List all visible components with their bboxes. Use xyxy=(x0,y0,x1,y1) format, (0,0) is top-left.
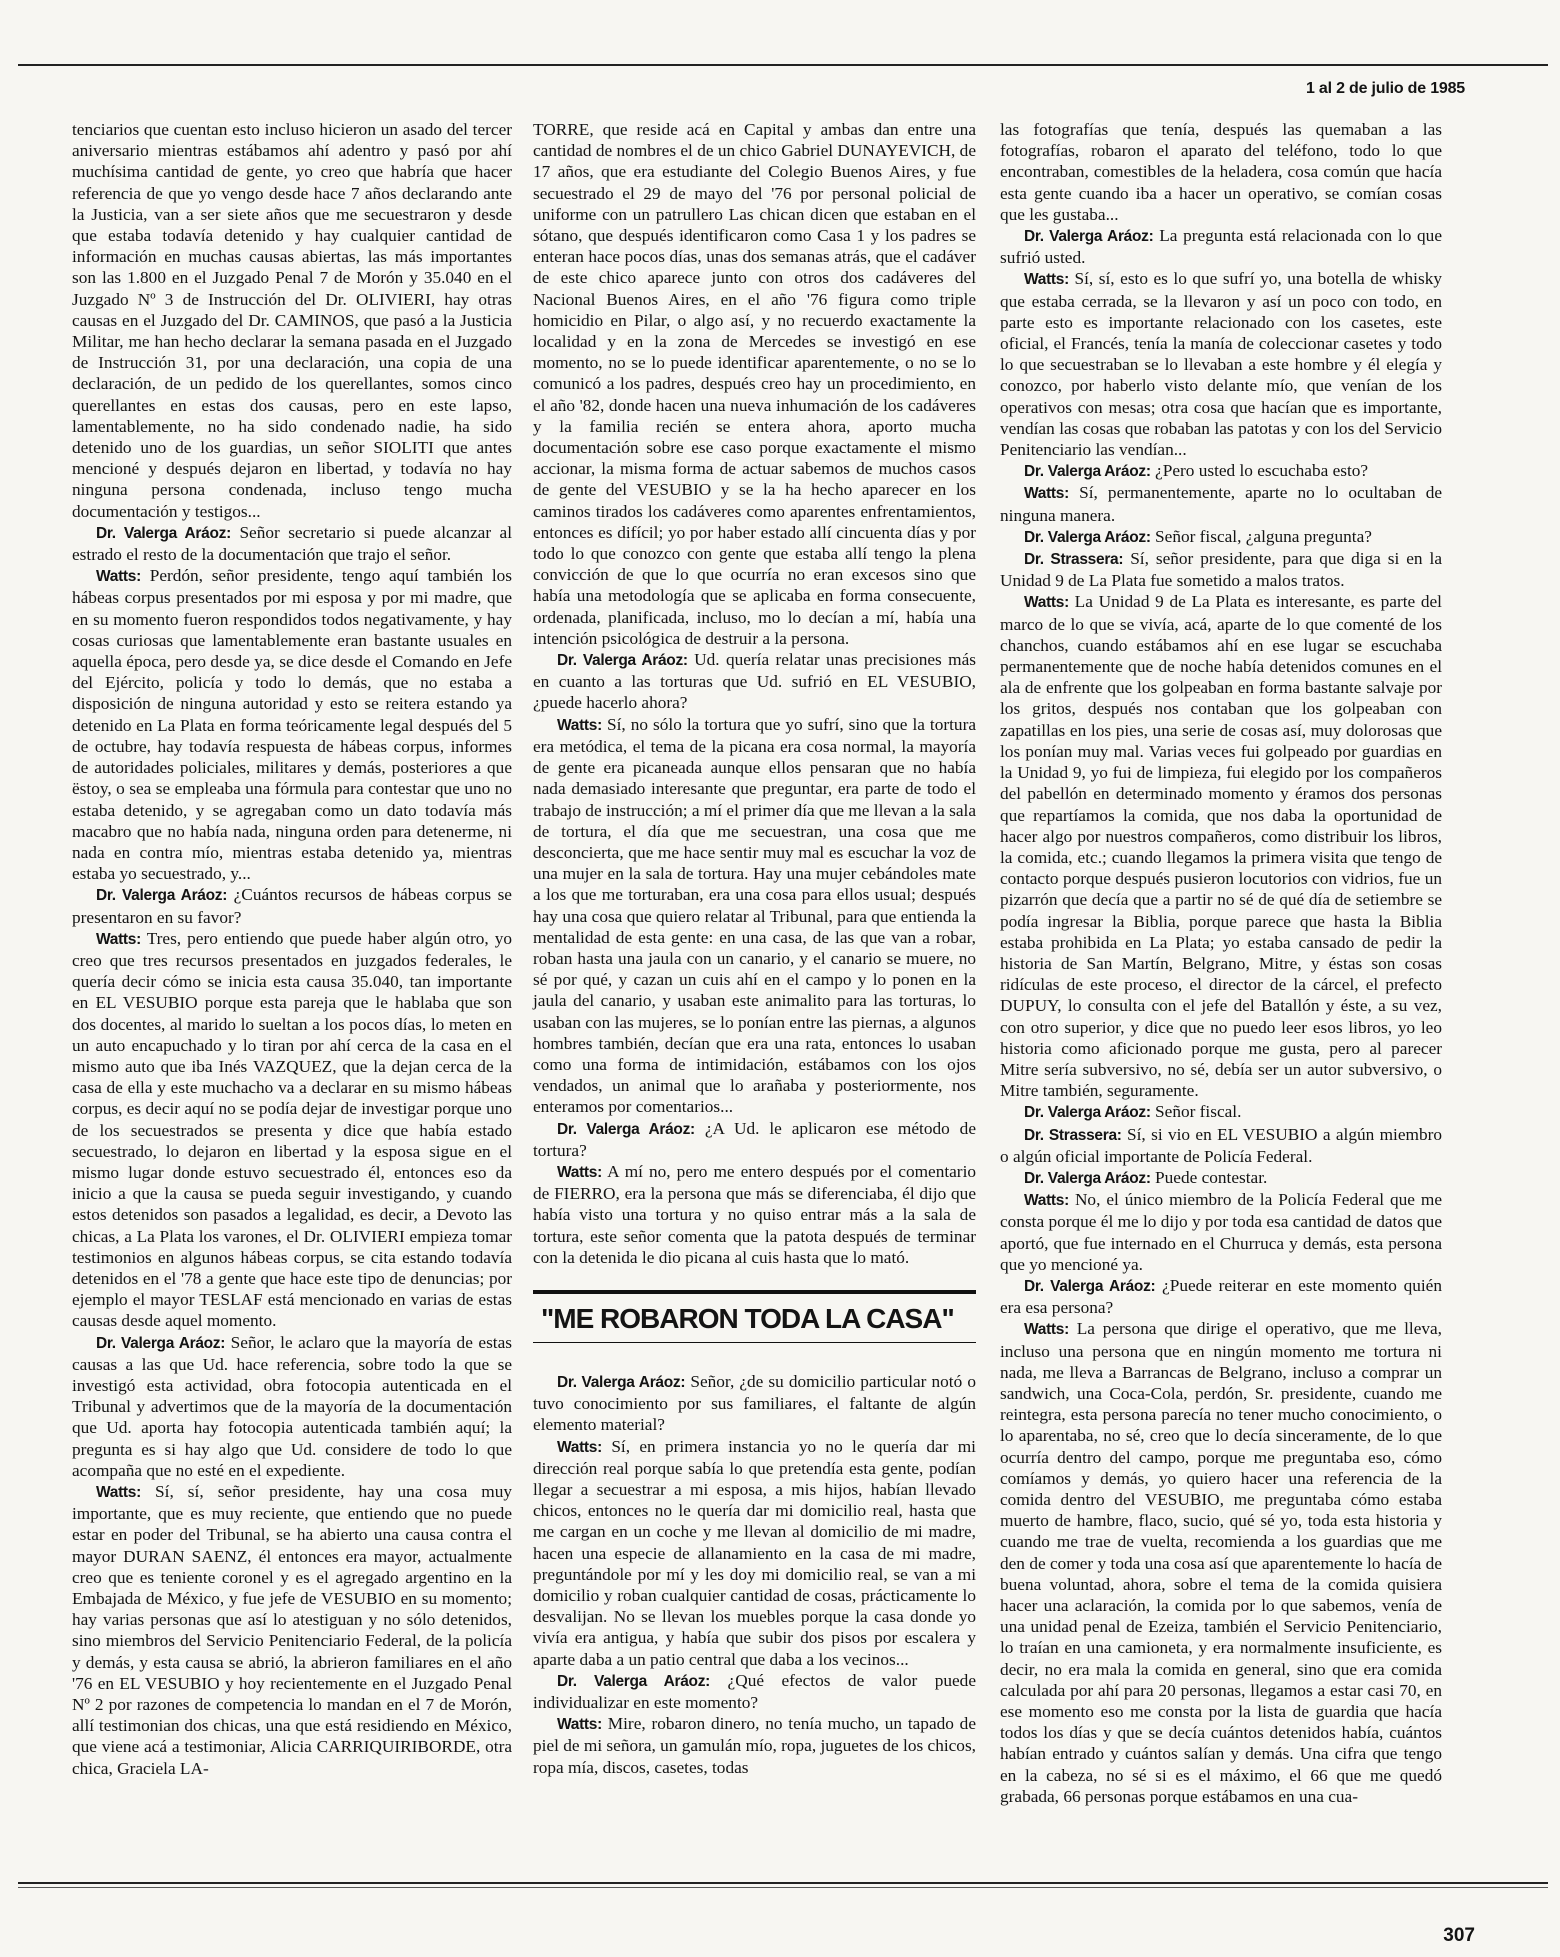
speaker-label: Dr. Valerga Aráoz: xyxy=(1024,528,1151,546)
speaker-label: Watts: xyxy=(1024,485,1069,503)
paragraph-text: Perdón, señor presidente, tengo aquí también los hábeas corpus presentados por mi esposa y por mi madre, que en su momento fueron respondidos todos negativamente, y hay cosas curiosas que lamentablemente eran bastante usuales en aquella época, pero desde ya, se dice desde el Comando en Jefe del Ejército, policía y todo lo demás, que no estaba a disposición de ninguna autoridad y esto se reitera estando ya detenido en La Plata en forma teóricamente legal después del 5 de octubre, hay todavía respuesta de hábeas corpus, informes de autoridades policiales, militares y demás, posteriores a que ëstoy, o sea se empleaba una fórmula para contestar que uno no estaba detenido, y se agregaban como un dato todavía más macabro que no había nada, ninguna orden para detenerme, ni nada en contra mío, mientras estaba detenido ya, mientras estaba yo secuestrado, y... xyxy=(72,566,512,884)
transcript-paragraph xyxy=(1000,1318,1442,1807)
issue-date: 1 al 2 de julio de 1985 xyxy=(1305,80,1465,97)
transcript-paragraph xyxy=(72,522,512,565)
top-rule xyxy=(18,64,1548,66)
paragraph-text: Puede contestar. xyxy=(1155,1167,1268,1187)
column-2 xyxy=(533,119,976,1778)
paragraph-text: Señor fiscal, ¿alguna pregunta? xyxy=(1155,526,1372,546)
transcript-paragraph xyxy=(1000,1275,1442,1318)
paragraph-text: Sí, permanentemente, aparte no lo ocultaban de ninguna manera. xyxy=(1000,483,1442,525)
paragraph-text: No, el único miembro de la Policía Federal que me consta porque él me lo dijo y por toda esa cantidad de datos que aportó, que fue internado en el Churruca y demás, esta persona que yo mencioné ya. xyxy=(1000,1190,1442,1274)
transcript-paragraph xyxy=(533,649,976,714)
paragraph-text: Sí, no sólo la tortura que yo sufrí, sino que la tortura era metódica, el tema de la picana era cosa normal, la mayoría de gente era picaneada aunque ellos pensaran que no había nada demasiado interesante que preguntar, era parte de todo el trabajo de instrucción; a mí el primer día que me llevan a la sala de tortura, el día que me secuestran, una cosa que me desconcierta, que me hace sentir muy mal es escuchar la voz de una mujer en la sala de tortura. Hay una mujer cebándoles mate a los que me torturaban, era una cosa para ellos usual; después hay una cosa que quiero relatar al Tribunal, para que entienda la mentalidad de esta gente: en una casa, de las que van a robar, roban hasta una jaula con un canario, y el canario se muere, no sé por qué, y cazan un cuis ahí en el campo y lo ponen en la jaula del canario, y usaban este animalito para las torturas, lo usaban con las mujeres, se lo ponían entre las piernas, a algunos hombres también, decían que era una rata, entonces lo usaban como una forma de intimidación, estábamos con los ojos vendados, un animal que lo arañaba y posteriormente, nos enteramos por comentarios... xyxy=(533,714,976,1117)
paragraph-text: tenciarios que cuentan esto incluso hicieron un asado del tercer aniversario mientras estábamos ahí adentro y pasó por ahí muchísima cantidad de gente, yo creo que habría que hacer referencia de que yo vengo desde hace 7 años declarando ante la Justicia, van a ser siete años que me secuestraron y desde que estaba todavía detenido y hay cualquier cantidad de información en muchas causas abiertas, las más importantes son las 1.800 en el Juzgado Penal 7 de Morón y 35.040 en el Juzgado Nº 3 de Instrucción del Dr. OLIVIERI, hay otras causas en el Juzgado del Dr. CAMINOS, que pasó a la Justicia Militar, me han hecho declarar la semana pasada en el Juzgado de Instrucción 31, por una declaración, una copia de una declaración, de un pedido de los querellantes, somos cinco querellantes en estas dos causas, pero en este lapso, lamentablemente, no ha sido condenado nadie, ha sido detenido uno de los guardias, un señor SIOLITI que antes mencioné y después dejaron en libertad, y todavía no hay ninguna persona condenada, incluso tengo mucha documentación y testigos... xyxy=(72,120,512,521)
paragraph-text: La pregunta está relacionada con lo que sufrió usted. xyxy=(1000,226,1442,268)
paragraph-text: Mire, robaron dinero, no tenía mucho, un tapado de piel de mi señora, un gamulán mío, ropa, juguetes de los chicos, ropa mía, discos, casetes, todas xyxy=(533,1714,976,1777)
speaker-label: Dr. Valerga Aráoz: xyxy=(557,1373,686,1391)
subhead-block xyxy=(533,1290,976,1343)
transcript-paragraph xyxy=(1000,1124,1442,1167)
speaker-label: Watts: xyxy=(557,716,602,734)
paragraph-text: Tres, pero entiendo que puede haber algún otro, yo creo que tres recursos presentados en juzgados federales, le quería decir cómo se inicia esta causa 35.040, tan importante en EL VESUBIO porque esta pareja que le hablaba que son dos docentes, al marido lo sueltan a los pocos días, lo meten en un auto encapuchado y lo tiran por ahí cerca de la casa en el mismo auto que iba Inés VAZQUEZ, que la dejan cerca de la casa de ella y este muchacho va a declarar en su mismo hábeas corpus, es decir aquí no se podía dejar de investigar porque uno de los secuestrados se presenta y dice que había estado secuestrado, lo dejaron en libertad y la esposa sigue en el mismo lugar donde estuvo secuestrado él, entonces eso da inicio a que la causa se pueda seguir investigando, y cuando estos detenidos son pasados a legalidad, es decir, a Devoto las chicas, a La Plata los varones, el Dr. OLIVIERI empieza tomar testimonios en algunos hábeas corpus, se cita estando todavía detenidos en el '78 a gente que hace este tipo de denuncias; por ejemplo el mayor TESLAF está mencionado en varias de estas causas desde aquel momento. xyxy=(72,928,512,1331)
speaker-label: Dr. Valerga Aráoz: xyxy=(1024,1104,1151,1122)
paragraph-text: Ud. quería relatar unas precisiones más en cuanto a las torturas que Ud. sufrió en EL VESUBIO, ¿puede hacerlo ahora? xyxy=(533,650,976,713)
paragraph-text: ¿Qué efectos de valor puede individualizar en este momento? xyxy=(533,1670,976,1713)
column-2-top xyxy=(533,119,976,1268)
transcript-paragraph xyxy=(533,1161,976,1268)
bottom-rule xyxy=(18,1882,1548,1884)
speaker-label: Dr. Valerga Aráoz: xyxy=(557,1120,695,1138)
transcript-paragraph xyxy=(533,1670,976,1713)
transcript-paragraph xyxy=(533,1118,976,1161)
transcript-paragraph xyxy=(1000,460,1442,482)
transcript-paragraph xyxy=(72,1332,512,1481)
paragraph-text: Sí, señor presidente, para que diga si en la Unidad 9 de La Plata fue sometido a malos tratos. xyxy=(1000,549,1442,591)
speaker-label: Watts: xyxy=(1024,594,1069,612)
subhead-rule-bottom xyxy=(533,1342,976,1343)
paragraph-text: Sí, en primera instancia yo no le quería dar mi dirección real porque sabía lo que pretendía esta gente, podían llegar a secuestrar a mi esposa, a mis hijos, habían llevado chicos, entonces no le quería dar mi domicilio real, hasta que me cargan en un coche y me llevan al domicilio de mi madre, hacen una especie de allanamiento en la casa de mi madre, preguntándole por mí y les doy mi domicilio real, se van a mi domicilio y roban cualquier cantidad de cosas, prácticamente lo desvalijan. No se llevan los muebles porque la casa donde yo vivía era antigua, y había que subir dos pisos por escalera y aparte daba a un patio central que daba a los vecinos... xyxy=(533,1436,976,1669)
speaker-label: Dr. Valerga Aráoz: xyxy=(1024,1277,1156,1295)
transcript-paragraph xyxy=(1000,591,1442,1101)
column-2-bottom xyxy=(533,1371,976,1778)
paragraph-text: ¿Cuántos recursos de hábeas corpus se presentaron en su favor? xyxy=(72,885,512,927)
paragraph-text: Señor secretario si puede alcanzar al estrado el resto de la documentación que trajo el señor. xyxy=(72,522,512,565)
speaker-label: Watts: xyxy=(557,1716,602,1734)
transcript-paragraph xyxy=(1000,548,1442,591)
speaker-label: Watts: xyxy=(557,1438,602,1456)
speaker-label: Dr. Valerga Aráoz: xyxy=(96,524,231,542)
paragraph-text: Sí, si vio en EL VESUBIO a algún miembro o algún oficial importante de Policía Federal. xyxy=(1000,1124,1442,1166)
transcript-paragraph xyxy=(533,1713,976,1778)
subhead-rule-top xyxy=(533,1290,976,1294)
paragraph-text: Sí, sí, señor presidente, hay una cosa muy importante, que es muy reciente, que entiendo que no puede estar en poder del Tribunal, se ha abierto una causa contra el mayor DURAN SAENZ, él entonces era mayor, actualmente creo que es teniente coronel y es el agregado argentino en la Embajada de México, y fue jefe de VESUBIO en su momento; hay varias personas que así lo atestiguan y no sólo detenidos, sino miembros del Servicio Penitenciario Federal, de la policía y demás, y esta causa se abrió, la abrieron familiares en el año '76 en EL VESUBIO y hoy recientemente en el Juzgado Penal Nº 2 por razones de competencia lo mandan en el 7 de Morón, allí testimonian dos chicas, una que está residiendo en México, que viene acá a testimoniar, Alicia CARRIQUIRIBORDE, otra chica, Graciela LA- xyxy=(72,1482,512,1778)
speaker-label: Dr. Valerga Aráoz: xyxy=(96,887,228,905)
column-1 xyxy=(72,119,512,1779)
speaker-label: Watts: xyxy=(1024,1321,1069,1339)
section-subhead: "ME ROBARON TODA LA CASA" xyxy=(541,1302,954,1334)
transcript-paragraph xyxy=(72,119,512,522)
paragraph-text: TORRE, que reside acá en Capital y ambas dan entre una cantidad de nombres el de un chico Gabriel DUNAYEVICH, de 17 años, que era estudiante del Colegio Buenos Aires, y fue secuestrado el 29 de mayo del '76 por personal policial de uniforme con un patrullero Las chican dicen que estaban en el sótano, que después identificaron como Casa 1 y los padres se enteran hace pocos días, unas dos semanas atrás, que el cadáver de este chico aparece junto con otros dos cadáveres del Nacional Buenos Aires, en el año '76 figura como triple homicidio en Pilar, o algo así, y no recuerdo exactamente la localidad y en la zona de Mercedes se investigó en ese momento, no se lo puede identificar aparentemente, o no se lo comunicó a los padres, después creo hay un procedimiento, en el año '82, donde hacen una nueva inhumación de los cadáveres y la familia recién se entera ahora, aporto mucha documentación sobre ese caso porque exactamente el mismo accionar, la misma forma de actuar sabemos de muchos casos de gente del VESUBIO y se la ha hecho aparecer en los caminos tirados los cadáveres como aparentes enfrentamientos, entonces es difícil; yo por haber estado allí cincuenta días y por todo lo que conozco con gente que estaba allí tengo la plena convicción de que lo que ocurría no eran excesos sino que había una metodología que se aplicaba en forma consecuente, ordenada, planificada, incluso, mo lo decían a mí, había una intención psicológica de destruir a la persona. xyxy=(533,120,976,648)
speaker-label: Dr. Strassera: xyxy=(1024,1126,1122,1144)
transcript-paragraph xyxy=(1000,1167,1442,1189)
bottom-rule-thin xyxy=(18,1887,1548,1888)
transcript-paragraph xyxy=(1000,1189,1442,1275)
speaker-label: Watts: xyxy=(96,568,141,586)
page-number: 307 xyxy=(1443,1925,1475,1946)
transcript-paragraph xyxy=(1000,225,1442,268)
paragraph-text: ¿A Ud. le aplicaron ese método de tortura? xyxy=(533,1118,976,1160)
speaker-label: Dr. Valerga Aráoz: xyxy=(1024,1169,1151,1187)
transcript-paragraph xyxy=(72,565,512,884)
speaker-label: Dr. Valerga Aráoz: xyxy=(96,1334,226,1352)
transcript-paragraph xyxy=(72,884,512,927)
transcript-paragraph xyxy=(533,1436,976,1670)
paragraph-text: Sí, sí, esto es lo que sufrí yo, una botella de whisky que estaba cerrada, se la llevaron y así un poco con todo, en parte esto es importante relacionado con los casetes, este oficial, el Francés, tenía la manía de coleccionar casetes y todo lo que secuestraban se lo llevaban a este hombre y él elegía y conozco, por haberlo visto delante mío, que venían de los operativos con mesas; otra cosa que hacían que es importante, vendían las cosas que robaban las patotas y con los del Servicio Penitenciario las vendían... xyxy=(1000,269,1442,460)
transcript-paragraph xyxy=(1000,119,1442,225)
speaker-label: Dr. Valerga Aráoz: xyxy=(1024,228,1154,246)
speaker-label: Watts: xyxy=(1024,1192,1069,1210)
transcript-paragraph xyxy=(72,928,512,1332)
speaker-label: Dr. Valerga Aráoz: xyxy=(1024,463,1151,481)
paragraph-text: Señor, ¿de su domicilio particular notó o tuvo conocimiento por sus familiares, el faltante de algún elemento material? xyxy=(533,1371,976,1435)
paragraph-text: ¿Pero usted lo escuchaba esto? xyxy=(1155,461,1369,481)
speaker-label: Dr. Valerga Aráoz: xyxy=(557,1672,711,1690)
speaker-label: Watts: xyxy=(1024,271,1069,289)
speaker-label: Watts: xyxy=(96,930,141,948)
speaker-label: Watts: xyxy=(557,1163,602,1181)
paragraph-text: A mí no, pero me entero después por el comentario de FIERRO, era la persona que más se diferenciaba, él dijo que había visto una tortura y no quiso entrar más a la sala de tortura, este señor comenta que la patota después de terminar con la detenida le dio picana al cuis hasta que lo mató. xyxy=(533,1161,977,1267)
transcript-paragraph xyxy=(1000,482,1442,525)
transcript-paragraph xyxy=(533,119,976,649)
speaker-label: Watts: xyxy=(96,1484,141,1501)
transcript-paragraph xyxy=(72,1481,512,1779)
paragraph-text: ¿Puede reiterar en este momento quién era esa persona? xyxy=(1000,1275,1442,1318)
paragraph-text: La Unidad 9 de La Plata es interesante, es parte del marco de lo que se vivía, acá, aparte de lo que comenté de los chanchos, cuando estábamos ahí en ese lugar se escuchaba permanentemente que de noche había detenidos comunes en el ala de enfrente que los golpeaban en forma bastante salvaje por los gritos, después nos contaban que los golpeaban con zapatillas en los pies, una serie de cosas así, muy dolorosas que los ponían muy mal. Varias veces fui golpeado por guardias en la Unidad 9, yo fui de limpieza, fui elegido por los compañeros del pabellón en determinado momento y éramos dos personas que repartíamos la comida, que nos daba la oportunidad de hacer algo por nuestros compañeros, como distribuir los libros, la comida, etc.; cuando llegamos la primera visita que tengo de contacto porque después pusieron locutorios con vidrios, fue un pizarrón que decía que a partir no sé de qué día de setiembre se podía ingresar la Biblia, porque parece que hasta la Biblia estaba prohibida en La Plata; yo estaba cansado de pedir la historia de San Martín, Belgrano, Mitre, y éstas son cosas ridículas de este proceso, el director de la cárcel, el prefecto DUPUY, lo consulta con el jefe del Batallón y éste, a su vez, con otro superior, y dice que no puedo leer esos libros, yo leo historia como aficionado porque me gusta, pero al parecer Mitre sería subversivo, no sé, debía ser un autor subversivo, o Mitre también, seguramente. xyxy=(1000,592,1442,1101)
speaker-label: Dr. Strassera: xyxy=(1024,551,1124,569)
paragraph-text: La persona que dirige el operativo, que me lleva, incluso una persona que en ningún momento me tortura ni nada, me lleva a Barrancas de Belgrano, incluso a comprar un sandwich, una Coca-Cola, perdón, Sr. presidente, cuando me reintegra, esta persona parecía no tener mucho conocimiento, o lo aparentaba, no sé, creo que lo decía sinceramente, de lo que ocurría dentro del campo, porque me preguntaba eso, cómo comíamos y demás, yo quiero hacer una referencia de la comida dentro del VESUBIO, me preguntaba cómo estaba muerto de hambre, flaco, sucio, qué sé yo, toda esta historia y cuando me trae de vuelta, recomienda a los guardias que me den de comer y toda una cosa así que aparentemente lo hacía de buena voluntad, ahora, sobre el tema de la comida quisiera hacer una aclaración, la comida por lo que sabemos, venía de una unidad penal de Ezeiza, también el Servicio Penitenciario, lo traían en una camioneta, y era normalmente insuficiente, es decir, no era mala la comida en general, sino que era comida calculada por ahí para 20 personas, llegamos a estar casi 70, en ese momento eso me consta por la lista de guardia que hacía todos los días y que se decía cuántos detenidos había, cuántos habían entrado y cuántos salían y demás. Una cifra que tengo en la cabeza, no sé si es el máximo, el 66 que me quedó grabada, 66 personas porque estábamos en una cua- xyxy=(1000,1319,1443,1806)
transcript-paragraph xyxy=(1000,268,1442,460)
transcript-paragraph xyxy=(1000,1101,1442,1123)
transcript-paragraph xyxy=(1000,526,1442,548)
transcript-paragraph xyxy=(533,714,976,1118)
speaker-label: Dr. Valerga Aráoz: xyxy=(557,652,688,670)
column-3 xyxy=(1000,119,1442,1807)
paragraph-text: Señor fiscal. xyxy=(1155,1102,1242,1122)
paragraph-text: las fotografías que tenía, después las quemaban a las fotografías, robaron el aparato del teléfono, todo lo que encontraban, comestibles de la heladera, cosa común que hacía esta gente cuando iba a hacer un operativo, se comían cosas que les gustaba... xyxy=(1000,120,1442,224)
transcript-paragraph xyxy=(533,1371,976,1436)
paragraph-text: Señor, le aclaro que la mayoría de estas causas a las que Ud. hace referencia, sobre todo la que se investigó esta actividad, obra fotocopia autenticada en el Tribunal y advertimos que de la mayoría de la documentación que Ud. aporta hay fotocopia autenticada también aquí; la pregunta es si hay algo que Ud. considere de todo lo que acompaña que no esté en el expediente. xyxy=(72,1332,512,1480)
